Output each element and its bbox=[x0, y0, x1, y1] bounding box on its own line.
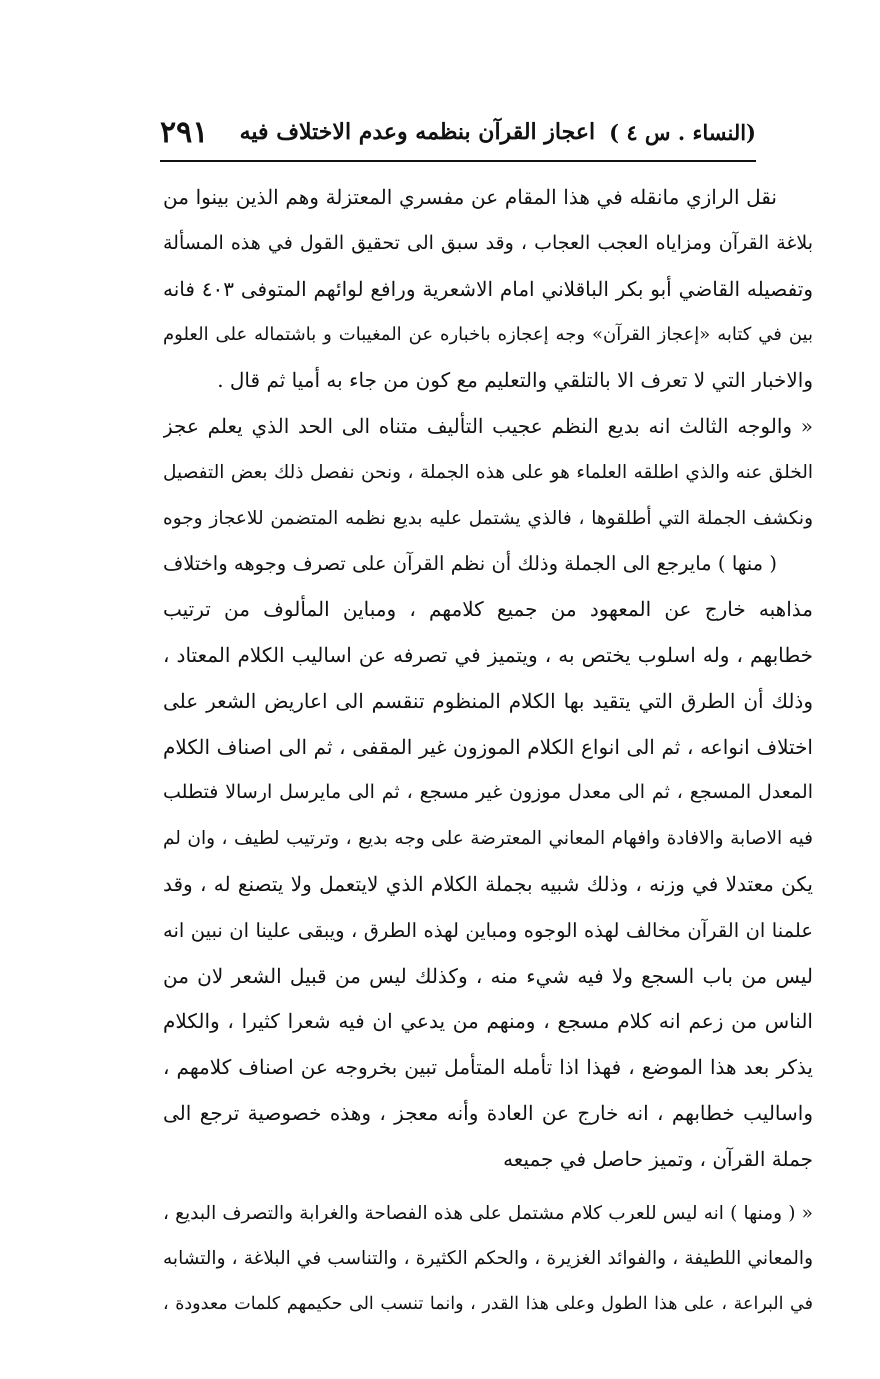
text-line: بلاغة القرآن ومزاياه العجب العجاب ، وقد سبق الى تحقيق القول في هذه المسألة bbox=[163, 231, 813, 254]
text-line: وذلك أن الطرق التي يتقيد بها الكلام المنظوم تنقسم الى اعاريض الشعر على bbox=[163, 688, 813, 713]
text-line: جملة القرآن ، وتميز حاصل في جميعه bbox=[503, 1146, 813, 1171]
text-line: يذكر بعد هذا الموضع ، فهذا اذا تأمله المتأمل تبين بخروجه عن اصناف كلامهم ، bbox=[163, 1055, 813, 1080]
text-line: ليس من باب السجع ولا فيه شيء منه ، وكذلك ليس من قبيل الشعر لان من bbox=[163, 963, 813, 988]
text-line: ونكشف الجملة التي أطلقوها ، فالذي يشتمل عليه بديع نظمه المتضمن للاعجاز وجوه bbox=[163, 507, 813, 529]
page-number: ٢٩١ bbox=[160, 114, 209, 150]
body-text bbox=[163, 175, 813, 1328]
text-line: خطابهم ، وله اسلوب يختص به ، ويتميز في تصرفه عن اساليب الكلام المعتاد ، bbox=[163, 642, 813, 667]
text-line: فيه الاصابة والافادة وافهام المعاني المعترضة على وجه بديع ، وترتيب لطيف ، وان لم bbox=[163, 828, 813, 850]
text-line: واساليب خطابهم ، انه خارج عن العادة وأنه معجز ، وهذه خصوصية ترجع الى bbox=[163, 1100, 813, 1125]
text-line: والمعاني اللطيفة ، والفوائد الغزيرة ، والحكم الكثيرة ، والتناسب في البلاغة ، والتشابه bbox=[163, 1248, 813, 1270]
sura-reference: (النساء . س ٤ ) bbox=[609, 119, 756, 145]
text-line: « والوجه الثالث انه بديع النظم عجيب التأليف متناه الى الحد الذي يعلم عجز bbox=[163, 413, 813, 438]
text-line: اختلاف انواعه ، ثم الى انواع الكلام الموزون غير المقفى ، ثم الى اصناف الكلام bbox=[163, 734, 813, 759]
text-line: في البراعة ، على هذا الطول وعلى هذا القدر ، وانما تنسب الى حكيمهم كلمات معدودة ، bbox=[163, 1294, 813, 1315]
text-line: « ( ومنها ) انه ليس للعرب كلام مشتمل على هذه الفصاحة والغرابة والتصرف البديع ، bbox=[163, 1202, 813, 1224]
paragraph-gap bbox=[163, 1183, 813, 1191]
text-line: مذاهبه خارج عن المعهود من جميع كلامهم ، ومباين المألوف من ترتيب bbox=[163, 597, 813, 622]
text-line: نقل الرازي مانقله في هذا المقام عن مفسري المعتزلة وهم الذين بينوا من bbox=[163, 185, 777, 209]
text-line: والاخبار التي لا تعرف الا بالتلقي والتعليم مع كون من جاء به أميا ثم قال . bbox=[217, 368, 813, 393]
text-line: ( منها ) مايرجع الى الجملة وذلك أن نظم القرآن على تصرف وجوهه واختلاف bbox=[163, 552, 777, 576]
text-line: الناس من زعم انه كلام مسجع ، ومنهم من يدعي ان فيه شعرا كثيرا ، والكلام bbox=[163, 1009, 813, 1034]
text-line: يكن معتدلا في وزنه ، وذلك شبيه بجملة الكلام الذي لايتعمل ولا يتصنع له ، وقد bbox=[163, 871, 813, 896]
text-line: علمنا ان القرآن مخالف لهذه الوجوه ومباين لهذه الطرق ، ويبقى علينا ان نبين انه bbox=[163, 918, 813, 942]
text-line: بين في كتابه «إعجاز القرآن» وجه إعجازه باخباره عن المغيبات و باشتماله على العلوم bbox=[163, 324, 813, 346]
page-header bbox=[160, 108, 756, 156]
text-line: المعدل المسجع ، ثم الى معدل موزون غير مسجع ، ثم الى مايرسل ارسالا فتطلب bbox=[163, 781, 813, 804]
section-title: اعجاز القرآن بنظمه وعدم الاختلاف فيه bbox=[239, 119, 596, 145]
header-rule bbox=[160, 160, 756, 162]
text-line: وتفصيله القاضي أبو بكر الباقلاني امام الاشعرية ورافع لوائهم المتوفى ٤٠٣ فانه bbox=[163, 276, 813, 301]
text-line: الخلق عنه والذي اطلقه العلماء هو على هذه الجملة ، ونحن نفصل ذلك بعض التفصيل bbox=[163, 461, 813, 483]
